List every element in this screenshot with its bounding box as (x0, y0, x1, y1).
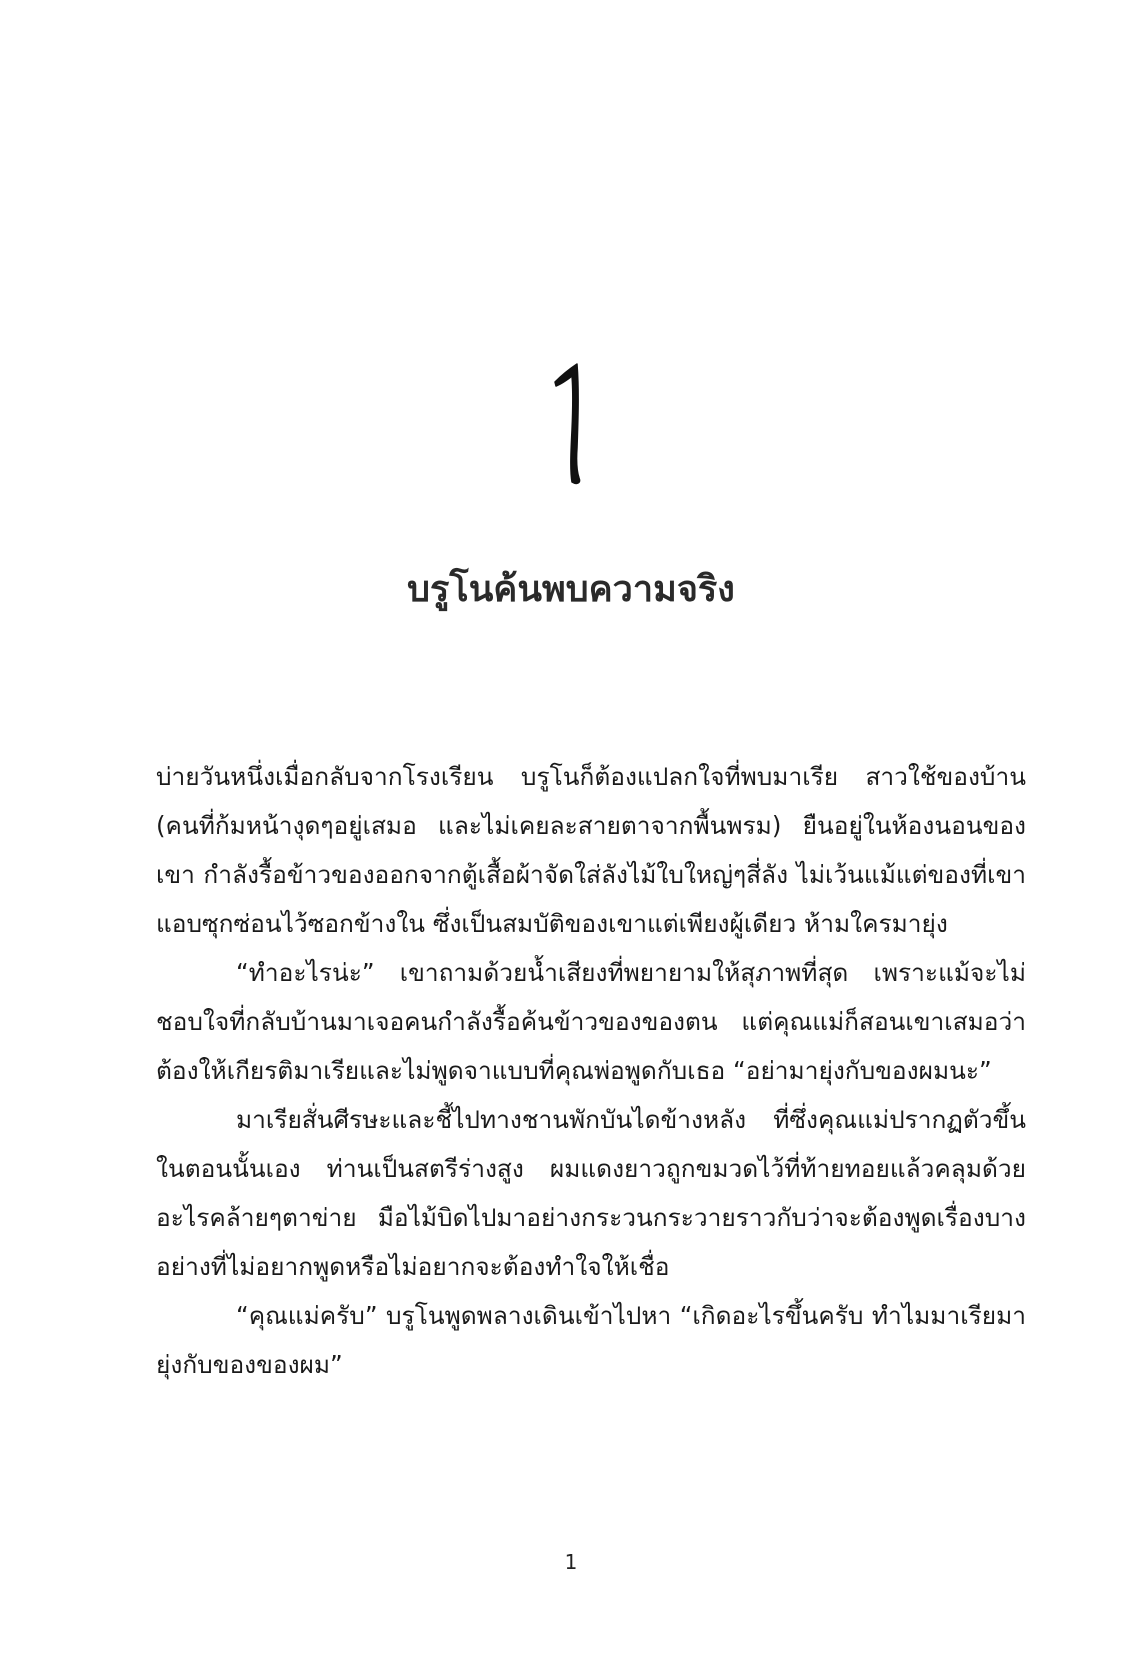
chapter-number (0, 360, 1142, 490)
paragraph: “คุณแม่ครับ” บรูโนพูดพลางเดินเข้าไปหา “เกิดอะไรขึ้นครับ ทำไมมาเรียมายุ่งกับของของผม” (156, 1301, 1026, 1379)
paragraph: บ่ายวันหนึ่งเมื่อกลับจากโรงเรียน บรูโนก็ต้องแปลกใจที่พบมาเรีย สาวใช้ของบ้าน (คนที่ก้มหน้างุดๆอยู่เสมอ และไม่เคยละสายตาจากพื้นพรม) ยืนอยู่ในห้องนอนของเขา กำลังรื้อข้าวของออกจากตู้เสื้อผ้าจัดใส่ลังไม้ใบใหญ่ๆสี่ลัง ไม่เว้นแม้แต่ของที่เขาแอบซุกซ่อนไว้ซอกข้างใน ซึ่งเป็นสมบัติของเขาแต่เพียงผู้เดียว ห้ามใครมายุ่ง (156, 762, 1026, 938)
chapter-title: บรูโนค้นพบความจริง (407, 569, 735, 610)
paragraph: มาเรียสั่นศีรษะและชี้ไปทางชานพักบันไดข้างหลัง ที่ซึ่งคุณแม่ปรากฏตัวขึ้นในตอนนั้นเอง ท่านเป็นสตรีร่างสูง ผมแดงยาวถูกขมวดไว้ที่ท้ายทอยแล้วคลุมด้วยอะไรคล้ายๆตาข่าย มือไม้บิดไปมาอย่างกระวนกระวายราวกับว่าจะต้องพูดเรื่องบางอย่างที่ไม่อยากพูดหรือไม่อยากจะต้องทำใจให้เชื่อ (156, 1105, 1026, 1281)
page-number: 1 (564, 1550, 578, 1574)
paragraph: “ทำอะไรน่ะ” เขาถามด้วยน้ำเสียงที่พยายามให้สุภาพที่สุด เพราะแม้จะไม่ชอบใจที่กลับบ้านมาเจอคนกำลังรื้อค้นข้าวของของตน แต่คุณแม่ก็สอนเขาเสมอว่า ต้องให้เกียรติมาเรียและไม่พูดจาแบบที่คุณพ่อพูดกับเธอ “อย่ามายุ่งกับของผมนะ” (156, 958, 1026, 1085)
chapter-number-glyph (541, 360, 601, 490)
body-text (156, 752, 1026, 1389)
